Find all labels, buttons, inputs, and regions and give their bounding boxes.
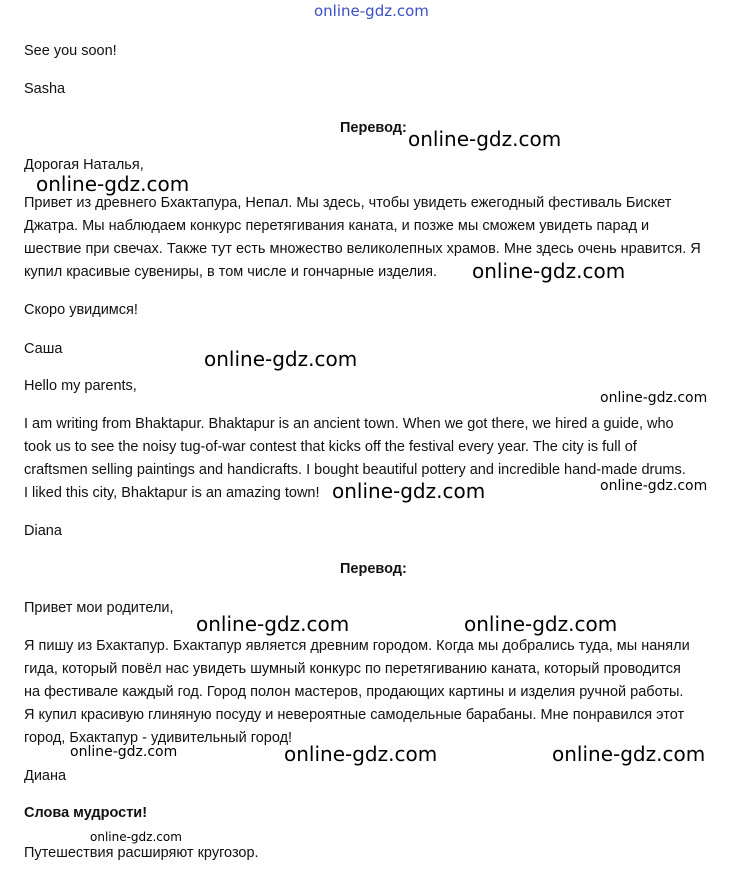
wisdom-text: Путешествия расширяют кругозор. bbox=[24, 845, 259, 861]
signature-diana: Diana bbox=[24, 523, 62, 539]
signoff-ru: Скоро увидимся! bbox=[24, 302, 138, 318]
watermark: online-gdz.com bbox=[204, 347, 358, 371]
signature-sasha-ru: Саша bbox=[24, 341, 63, 357]
signature-sasha: Sasha bbox=[24, 81, 66, 97]
translation-heading-2: Перевод: bbox=[340, 561, 407, 577]
signoff-text: See you soon! bbox=[24, 43, 117, 59]
greeting-ru-2: Привет мои родители, bbox=[24, 600, 174, 616]
paragraph-line: took us to see the noisy tug-of-war contest that kicks off the festival every year. The city is full of bbox=[24, 439, 637, 455]
watermark: online-gdz.com bbox=[36, 172, 190, 196]
watermark: online-gdz.com bbox=[472, 259, 626, 283]
paragraph-line: Джатра. Мы наблюдаем конкурс перетягивания каната, и позже мы сможем увидеть парад и bbox=[24, 218, 650, 234]
watermark: online-gdz.com bbox=[408, 127, 562, 151]
watermark: online-gdz.com bbox=[464, 612, 618, 636]
paragraph-line: гида, который повёл нас увидеть шумный конкурс по перетягиванию каната, который проводится bbox=[24, 661, 681, 677]
paragraph-ru-2 bbox=[24, 635, 729, 750]
watermark: online-gdz.com bbox=[600, 390, 708, 406]
watermark: online-gdz.com bbox=[600, 478, 708, 494]
watermark: online-gdz.com bbox=[332, 479, 486, 503]
watermark: online-gdz.com bbox=[70, 744, 178, 760]
greeting-en-2: Hello my parents, bbox=[24, 378, 137, 394]
paragraph-line: I liked this city, Bhaktapur is an amazing town! bbox=[24, 485, 320, 501]
watermark-top: online-gdz.com bbox=[314, 2, 429, 20]
watermark: online-gdz.com bbox=[284, 742, 438, 766]
paragraph-line: I am writing from Bhaktapur. Bhaktapur is an ancient town. When we got there, we hired a guide, who bbox=[24, 416, 674, 432]
signature-diana-ru: Диана bbox=[24, 768, 67, 784]
paragraph-line: купил красивые сувениры, в том числе и гончарные изделия. bbox=[24, 264, 438, 280]
paragraph-line: на фестивале каждый год. Город полон мастеров, продающих картины и изделия ручной работы. bbox=[24, 684, 684, 700]
watermark: online-gdz.com bbox=[552, 742, 706, 766]
greeting-ru: Дорогая Наталья, bbox=[24, 157, 144, 173]
wisdom-heading: Слова мудрости! bbox=[24, 805, 148, 821]
translation-heading-1: Перевод: bbox=[340, 120, 407, 136]
watermark: online-gdz.com bbox=[196, 612, 350, 636]
paragraph-line: Я купил красивую глиняную посуду и невероятные самодельные барабаны. Мне понравился этот bbox=[24, 707, 685, 723]
paragraph-line: Я пишу из Бхактапур. Бхактапур является древним городом. Когда мы добрались туда, мы наняли bbox=[24, 638, 690, 654]
paragraph-line: город, Бхактапур - удивительный город! bbox=[24, 730, 293, 746]
paragraph-line: шествие при свечах. Также тут есть множество великолепных храмов. Мне здесь очень нравится. Я bbox=[24, 241, 701, 257]
paragraph-line: craftsmen selling paintings and handicrafts. I bought beautiful pottery and incredible hand-made drums. bbox=[24, 462, 686, 478]
watermark: online-gdz.com bbox=[90, 830, 182, 844]
paragraph-line: Привет из древнего Бхактапура, Непал. Мы здесь, чтобы увидеть ежегодный фестиваль Бискет bbox=[24, 195, 672, 211]
